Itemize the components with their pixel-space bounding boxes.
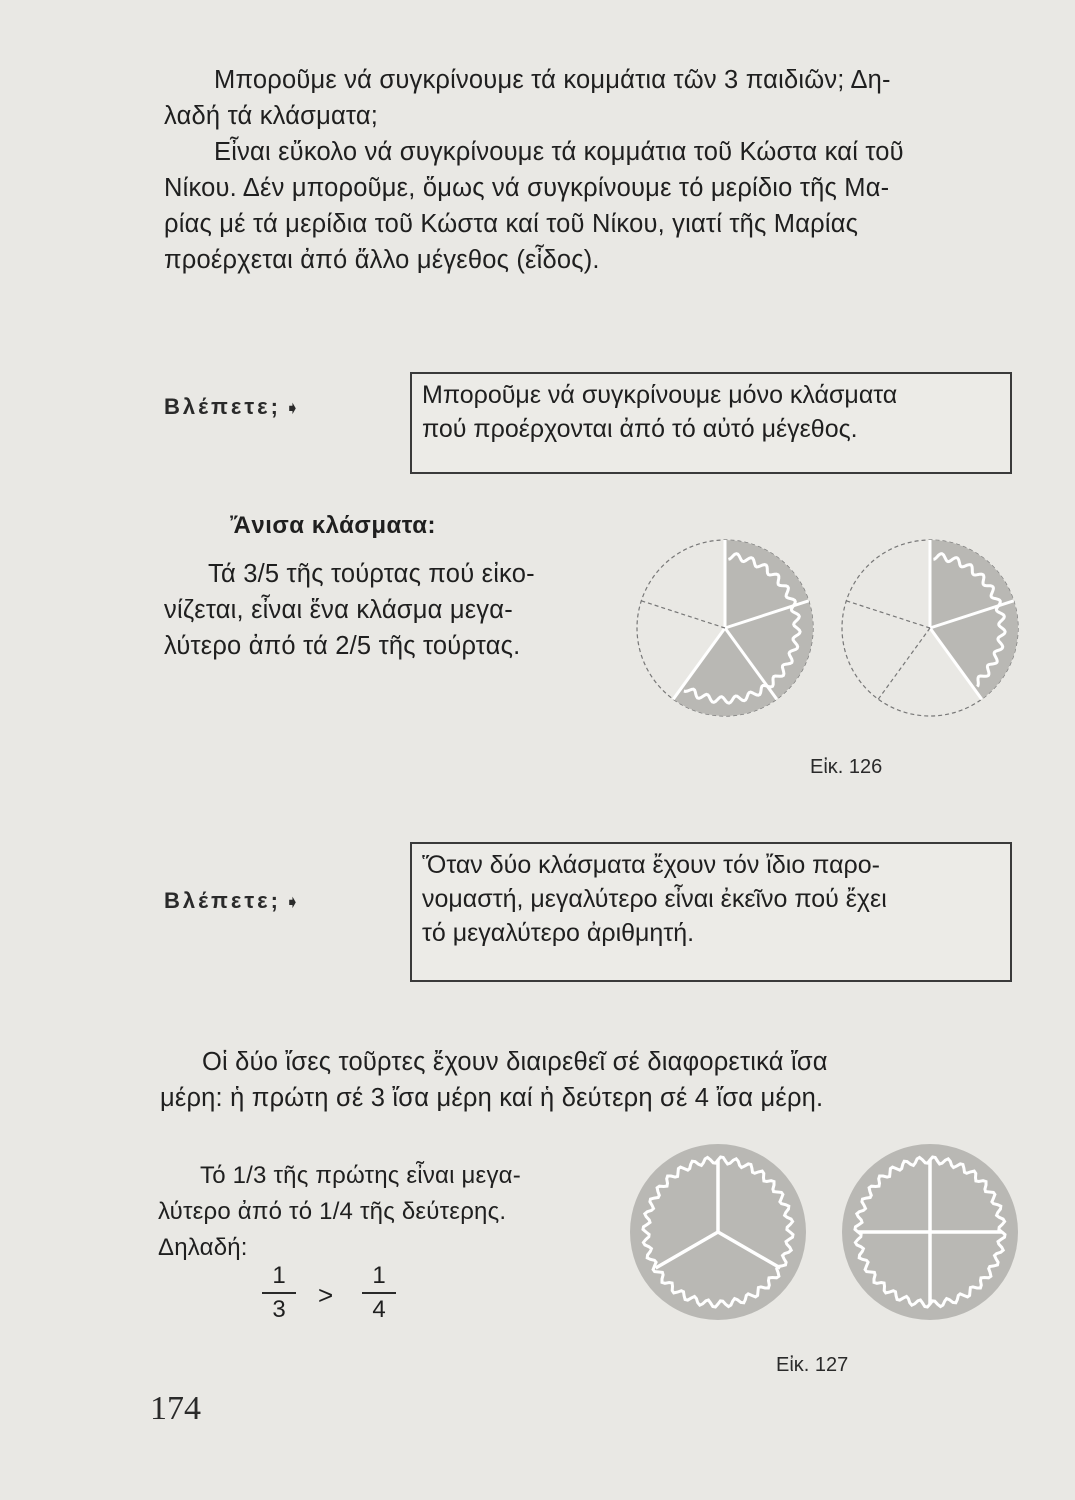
figure-127	[610, 1140, 1030, 1340]
fraction-bar	[262, 1292, 296, 1294]
intro-line: Εἶναι εὔκολο νά συγκρίνουμε τά κομμάτια τοῦ Κώστα καί τοῦ	[214, 138, 904, 166]
section-heading: Ἄνισα κλάσματα:	[230, 512, 437, 539]
see-label	[164, 888, 300, 914]
figure-caption: Εἰκ. 126	[810, 756, 883, 778]
rule-line: νομαστή, μεγαλύτερο εἶναι ἐκεῖνο πού ἔχει	[422, 885, 887, 913]
pie-three-fifths	[637, 540, 813, 716]
page-number: 174	[150, 1390, 201, 1427]
intro-paragraph	[164, 62, 1024, 278]
intro-line: ρίας μέ τά μερίδια τοῦ Κώστα καί τοῦ Νίκου, γιατί τῆς Μαρίας	[164, 210, 859, 238]
numerator: 1	[272, 1262, 286, 1289]
rule-line: Μποροῦμε νά συγκρίνουμε μόνο κλάσματα	[422, 381, 898, 409]
denominator: 4	[372, 1296, 386, 1323]
see-label-text: Βλέπετε;	[164, 888, 281, 913]
pie-two-fifths	[842, 540, 1018, 716]
intro-line: Μποροῦμε νά συγκρίνουμε τά κομμάτια τῶν 3 παιδιῶν; Δη-	[214, 66, 891, 94]
compare-line: Δηλαδή:	[158, 1234, 248, 1261]
unequal-line: λύτερο ἀπό τά 2/5 τῆς τούρτας.	[164, 632, 521, 660]
compare-line: Τό 1/3 τῆς πρώτης εἶναι μεγα-	[200, 1162, 521, 1189]
rule-box	[410, 372, 1012, 474]
figure-caption: Εἰκ. 127	[776, 1354, 849, 1376]
see-label	[164, 394, 300, 420]
denominator: 3	[272, 1296, 286, 1323]
fraction-bar	[362, 1292, 396, 1294]
rule-line: Ὅταν δύο κλάσματα ἔχουν τόν ἴδιο παρο-	[422, 851, 880, 879]
arrow-icon: ➧	[284, 398, 301, 418]
rule-line: τό μεγαλύτερο ἀριθμητή.	[422, 919, 695, 947]
intro-line: λαδή τά κλάσματα;	[164, 102, 379, 130]
greater-than-sign: >	[318, 1280, 334, 1310]
cakes-paragraph	[160, 1044, 1016, 1116]
compare-line: λύτερο ἀπό τό 1/4 τῆς δεύτερης.	[158, 1198, 507, 1225]
cakes-line: μέρη: ἡ πρώτη σέ 3 ἴσα μέρη καί ἡ δεύτερη σέ 4 ἴσα μέρη.	[160, 1084, 824, 1112]
numerator: 1	[372, 1262, 386, 1289]
cake-thirds	[630, 1144, 806, 1320]
intro-line: προέρχεται ἀπό ἄλλο μέγεθος (εἶδος).	[164, 246, 600, 274]
figure-126	[600, 530, 1030, 730]
rule-box	[410, 842, 1012, 982]
fraction-one-quarter	[362, 1262, 396, 1324]
unequal-paragraph	[164, 556, 604, 664]
unequal-line: Τά 3/5 τῆς τούρτας πού εἰκο-	[208, 560, 535, 588]
unequal-line: νίζεται, εἶναι ἕνα κλάσμα μεγα-	[164, 596, 513, 624]
cakes-line: Οἱ δύο ἴσες τοῦρτες ἔχουν διαιρεθεῖ σέ διαφορετικά ἴσα	[202, 1048, 828, 1076]
compare-paragraph	[158, 1158, 598, 1266]
arrow-icon: ➧	[284, 892, 301, 912]
cake-quarters	[842, 1144, 1018, 1320]
see-label-text: Βλέπετε;	[164, 394, 281, 419]
intro-line: Νίκου. Δέν μποροῦμε, ὅμως νά συγκρίνουμε τό μερίδιο τῆς Μα-	[164, 174, 890, 202]
fraction-one-third	[262, 1262, 296, 1324]
rule-line: πού προέρχονται ἀπό τό αὐτό μέγεθος.	[422, 415, 858, 443]
